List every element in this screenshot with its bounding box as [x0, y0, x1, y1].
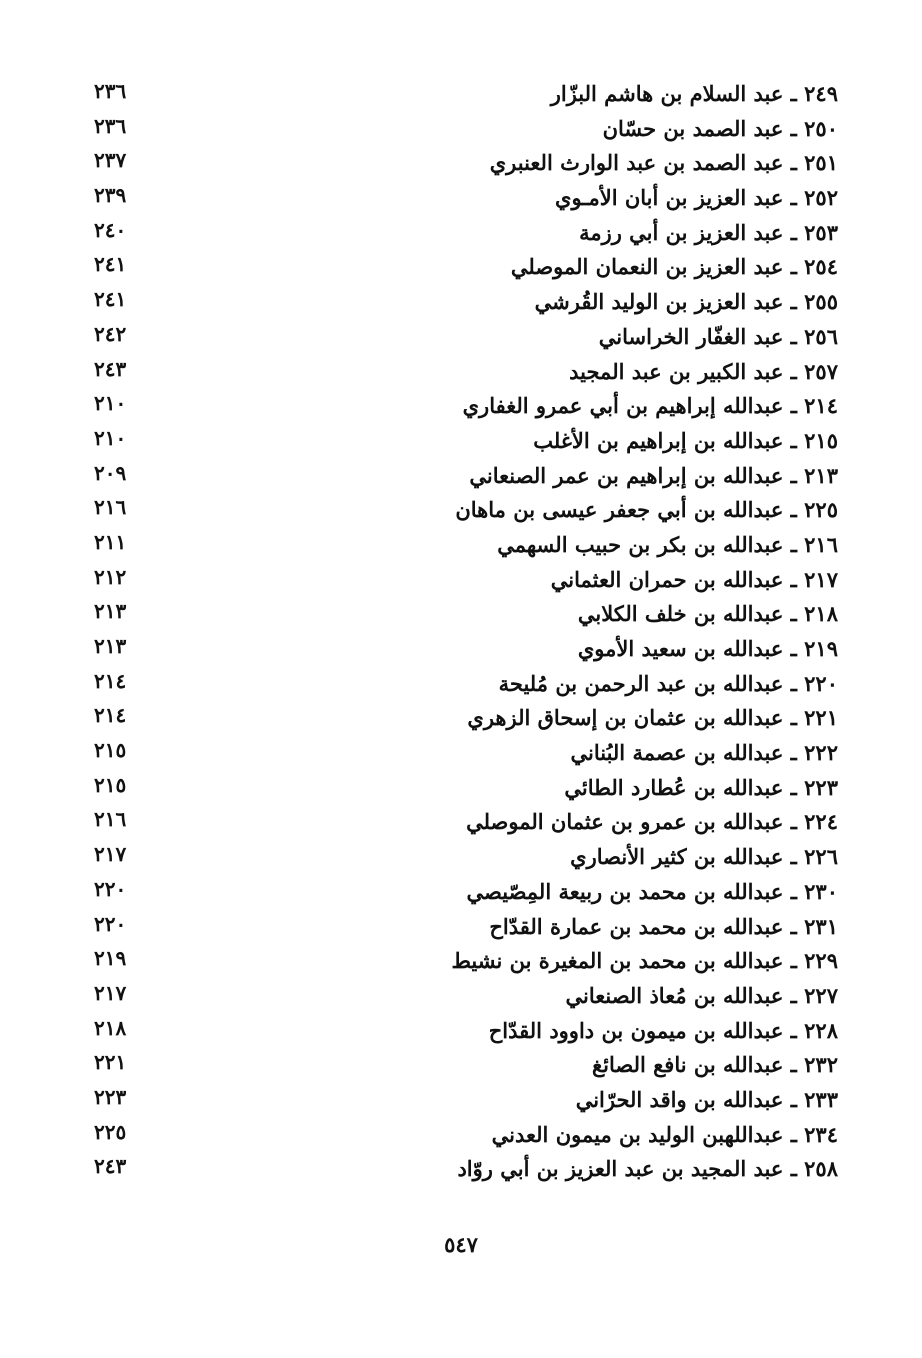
- entry-name: ٢٥٢ ـ عبد العزيز بن أبان الأمـوي: [555, 185, 838, 211]
- entry-page-number: ٢٠٩: [94, 460, 127, 485]
- entry-page-number: ٢١٧: [94, 842, 127, 867]
- entry-name: ٢٥٦ ـ عبد الغفّار الخراساني: [598, 323, 838, 349]
- list-item: [0, 530, 922, 565]
- entry-page-number: ٢٢٠: [94, 911, 127, 936]
- entry-name: ٢٢٠ ـ عبدالله بن عبد الرحمن بن مُليحة: [498, 670, 838, 696]
- entry-name: ٢٣٠ ـ عبدالله بن محمد بن ربيعة المِصّيصي: [466, 878, 838, 904]
- entry-name: ٢٢٤ ـ عبدالله بن عمرو بن عثمان الموصلي: [466, 809, 838, 835]
- entry-name: ٢١٩ ـ عبدالله بن سعيد الأموي: [577, 636, 838, 661]
- entry-name: ٢٢٨ ـ عبدالله بن ميمون بن داوود القدّاح: [488, 1017, 838, 1043]
- entry-name: ٢٢٥ ـ عبدالله بن أبي جعفر عيسى بن ماهان: [455, 497, 838, 523]
- entry-name: ٢١٤ ـ عبدالله إبراهيم بن أبي عمرو الغفاري: [462, 393, 838, 419]
- entry-name: ٢٢٣ ـ عبدالله بن عُطارد الطائي: [564, 774, 838, 800]
- list-item: [0, 1016, 922, 1051]
- entry-name: ٢٥٤ ـ عبد العزيز بن النعمان الموصلي: [510, 254, 838, 280]
- list-item: [0, 912, 922, 947]
- entry-page-number: ٢١٦: [94, 495, 127, 520]
- list-item: [0, 357, 922, 392]
- entry-page-number: ٢١٩: [94, 946, 127, 971]
- entry-page-number: ٢٣٦: [94, 79, 127, 103]
- entry-name: ٢٢١ ـ عبدالله بن عثمان بن إسحاق الزهري: [467, 705, 838, 731]
- page-number: ٥٤٧: [444, 1232, 478, 1257]
- list-item: [0, 634, 922, 669]
- list-item: [0, 703, 922, 738]
- entry-page-number: ٢١١: [94, 529, 127, 554]
- entry-page-number: ٢١٤: [94, 703, 127, 728]
- entry-name: ٢٥٠ ـ عبد الصمد بن حسّان: [602, 115, 838, 141]
- entry-name: ٢١٥ ـ عبدالله بن إبراهيم بن الأغلب: [533, 427, 838, 453]
- entry-name: ٢٢٧ ـ عبدالله بن مُعاذ الصنعاني: [565, 982, 838, 1008]
- entry-name: ٢٢٩ ـ عبدالله بن محمد بن المغيرة بن نشيط: [451, 948, 838, 974]
- entry-page-number: ٢١٣: [94, 634, 127, 658]
- entry-page-number: ٢١٧: [94, 980, 127, 1005]
- list-item: [0, 461, 922, 496]
- list-item: [0, 738, 922, 773]
- entry-name: ٢٣٣ ـ عبدالله بن واقد الحرّاني: [575, 1086, 838, 1112]
- entry-page-number: ٢٤٠: [94, 217, 127, 242]
- entry-name: ٢٤٩ ـ عبد السلام بن هاشم البزّار: [550, 81, 838, 106]
- entry-name: ٢١٧ ـ عبدالله بن حمران العثماني: [550, 566, 838, 592]
- entry-name: ٢١٨ ـ عبدالله بن خلف الكلابي: [577, 601, 838, 627]
- list-item: [0, 773, 922, 808]
- list-item: [0, 981, 922, 1016]
- entry-page-number: ٢١٢: [94, 564, 127, 589]
- list-item: [0, 426, 922, 461]
- entry-name: ٢٣٢ ـ عبدالله بن نافع الصائغ: [591, 1052, 838, 1078]
- entry-page-number: ٢١٨: [94, 1015, 127, 1040]
- entry-name: ٢١٦ ـ عبدالله بن بكر بن حبيب السهمي: [497, 531, 838, 557]
- entry-name: ٢١٣ ـ عبدالله بن إبراهيم بن عمر الصنعاني: [469, 462, 838, 488]
- entry-page-number: ٢٤٢: [94, 321, 127, 346]
- entry-page-number: ٢٤١: [94, 287, 127, 312]
- list-item: [0, 1050, 922, 1085]
- entry-page-number: ٢٢٠: [94, 876, 127, 901]
- list-item: [0, 183, 922, 218]
- list-item: [0, 495, 922, 530]
- list-item: [0, 218, 922, 253]
- entry-name: ٢٥٥ ـ عبد العزيز بن الوليد القُرشي: [534, 289, 838, 315]
- entry-name: ٢٢٦ ـ عبدالله بن كثير الأنصاري: [570, 844, 838, 870]
- list-item: [0, 252, 922, 287]
- entry-page-number: ٢٣٧: [94, 148, 127, 173]
- list-item: [0, 114, 922, 149]
- list-item: [0, 1154, 922, 1189]
- entry-name: ٢٥١ ـ عبد الصمد بن عبد الوارث العنبري: [489, 150, 838, 176]
- entry-page-number: ٢١٥: [94, 738, 127, 763]
- list-item: [0, 391, 922, 426]
- list-item: [0, 1120, 922, 1155]
- list-item: [0, 842, 922, 877]
- entry-page-number: ٢٤٣: [94, 356, 127, 381]
- entry-name: ٢٥٧ ـ عبد الكبير بن عبد المجيد: [569, 358, 838, 384]
- entry-page-number: ٢١٣: [94, 599, 127, 624]
- list-item: [0, 946, 922, 981]
- list-item: [0, 287, 922, 322]
- entry-name: ٢٥٨ ـ عبد المجيد بن عبد العزيز بن أبي روّاد: [457, 1156, 838, 1182]
- list-item: [0, 669, 922, 704]
- index-list: [0, 79, 922, 1189]
- entry-page-number: ٢٤٣: [94, 1154, 127, 1179]
- entry-page-number: ٢١٦: [94, 807, 127, 832]
- list-item: [0, 148, 922, 183]
- list-item: [0, 877, 922, 912]
- list-item: [0, 1085, 922, 1120]
- entry-name: ٢٥٣ ـ عبد العزيز بن أبي رزمة: [579, 219, 838, 245]
- entry-page-number: ٢٢١: [94, 1050, 127, 1075]
- entry-page-number: ٢٤١: [94, 252, 127, 277]
- entry-name: ٢٣٤ ـ عبداللهبن الوليد بن ميمون العدني: [491, 1121, 838, 1147]
- entry-page-number: ٢١٥: [94, 772, 127, 797]
- entry-page-number: ٢١٠: [94, 425, 127, 450]
- list-item: [0, 565, 922, 600]
- entry-page-number: ٢٢٣: [94, 1084, 127, 1109]
- entry-page-number: ٢٣٩: [94, 183, 127, 208]
- list-item: [0, 807, 922, 842]
- list-item: [0, 322, 922, 357]
- entry-page-number: ٢٣٦: [94, 113, 127, 138]
- list-item: [0, 79, 922, 114]
- entry-name: ٢٢٢ ـ عبدالله بن عصمة البُناني: [570, 740, 838, 766]
- entry-page-number: ٢١٤: [94, 668, 127, 693]
- entry-page-number: ٢١٠: [94, 391, 127, 416]
- list-item: [0, 599, 922, 634]
- entry-name: ٢٣١ ـ عبدالله بن محمد بن عمارة القدّاح: [489, 913, 838, 939]
- entry-page-number: ٢٢٥: [94, 1119, 127, 1144]
